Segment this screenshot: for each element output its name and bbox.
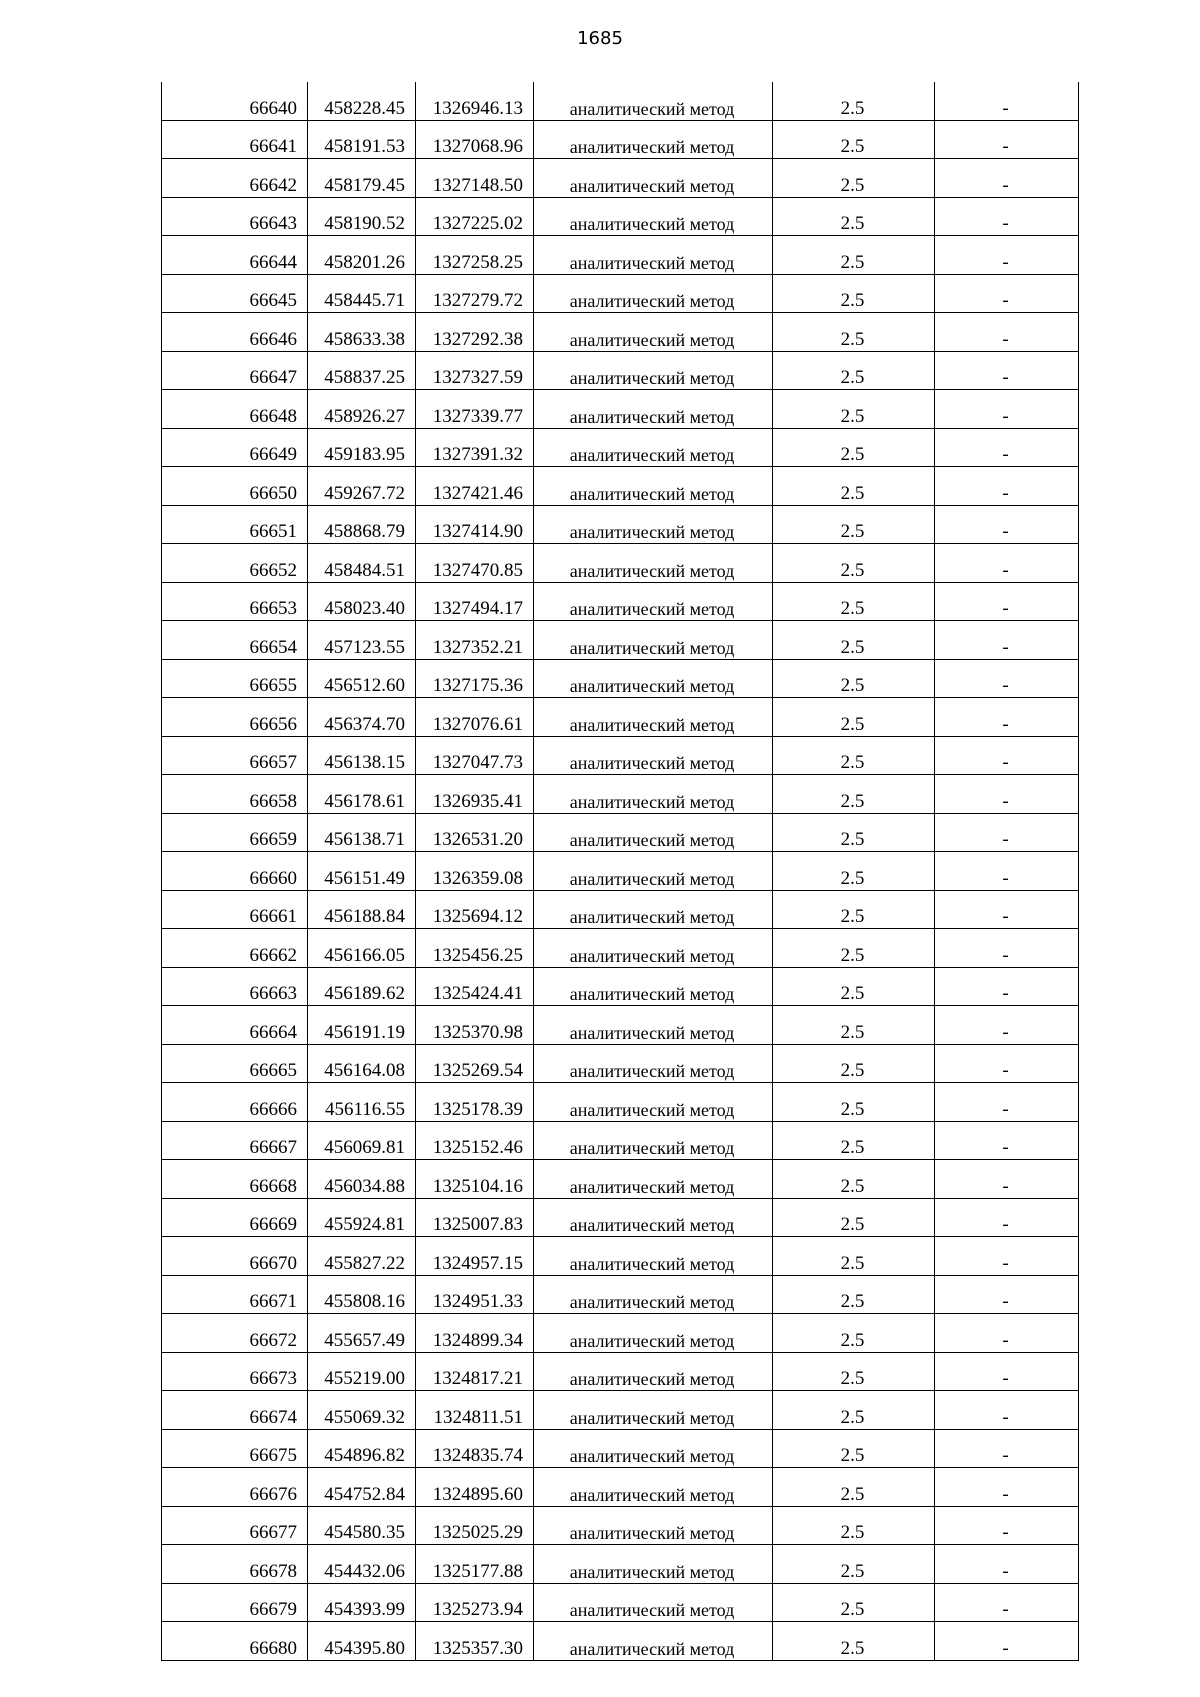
- method-cell: аналитический метод: [534, 236, 773, 275]
- method-cell: аналитический метод: [534, 1006, 773, 1045]
- point-number-cell: 66678: [162, 1545, 308, 1584]
- point-number-cell: 66660: [162, 852, 308, 891]
- method-cell: аналитический метод: [534, 1044, 773, 1083]
- table-row: [162, 159, 1079, 198]
- note-cell: -: [935, 390, 1079, 429]
- y-coordinate-cell: 1325273.94: [416, 1583, 534, 1622]
- accuracy-cell: 2.5: [773, 1583, 935, 1622]
- note-cell: -: [935, 1275, 1079, 1314]
- table-row: [162, 1583, 1079, 1622]
- accuracy-cell: 2.5: [773, 390, 935, 429]
- table-row: [162, 1160, 1079, 1199]
- accuracy-cell: 2.5: [773, 1121, 935, 1160]
- table-row: [162, 467, 1079, 506]
- y-coordinate-cell: 1325152.46: [416, 1121, 534, 1160]
- method-cell: аналитический метод: [534, 467, 773, 506]
- accuracy-cell: 2.5: [773, 1506, 935, 1545]
- x-coordinate-cell: 455924.81: [308, 1198, 416, 1237]
- note-cell: -: [935, 1083, 1079, 1122]
- method-cell: аналитический метод: [534, 1429, 773, 1468]
- point-number-cell: 66658: [162, 775, 308, 814]
- table-row: [162, 1545, 1079, 1584]
- method-cell: аналитический метод: [534, 390, 773, 429]
- point-number-cell: 66674: [162, 1391, 308, 1430]
- point-number-cell: 66672: [162, 1314, 308, 1353]
- point-number-cell: 66647: [162, 351, 308, 390]
- point-number-cell: 66667: [162, 1121, 308, 1160]
- point-number-cell: 66653: [162, 582, 308, 621]
- coordinates-table: [161, 82, 1079, 1661]
- accuracy-cell: 2.5: [773, 736, 935, 775]
- point-number-cell: 66671: [162, 1275, 308, 1314]
- x-coordinate-cell: 456151.49: [308, 852, 416, 891]
- y-coordinate-cell: 1325178.39: [416, 1083, 534, 1122]
- note-cell: -: [935, 197, 1079, 236]
- x-coordinate-cell: 454752.84: [308, 1468, 416, 1507]
- accuracy-cell: 2.5: [773, 929, 935, 968]
- accuracy-cell: 2.5: [773, 120, 935, 159]
- accuracy-cell: 2.5: [773, 1314, 935, 1353]
- method-cell: аналитический метод: [534, 544, 773, 583]
- point-number-cell: 66642: [162, 159, 308, 198]
- accuracy-cell: 2.5: [773, 1083, 935, 1122]
- y-coordinate-cell: 1325177.88: [416, 1545, 534, 1584]
- accuracy-cell: 2.5: [773, 813, 935, 852]
- table-row: [162, 1506, 1079, 1545]
- note-cell: -: [935, 967, 1079, 1006]
- x-coordinate-cell: 456034.88: [308, 1160, 416, 1199]
- coordinates-table-body: [162, 82, 1079, 1660]
- accuracy-cell: 2.5: [773, 544, 935, 583]
- y-coordinate-cell: 1325357.30: [416, 1622, 534, 1661]
- x-coordinate-cell: 458868.79: [308, 505, 416, 544]
- table-row: [162, 1083, 1079, 1122]
- y-coordinate-cell: 1327414.90: [416, 505, 534, 544]
- x-coordinate-cell: 455808.16: [308, 1275, 416, 1314]
- point-number-cell: 66669: [162, 1198, 308, 1237]
- table-row: [162, 852, 1079, 891]
- x-coordinate-cell: 456138.15: [308, 736, 416, 775]
- x-coordinate-cell: 459267.72: [308, 467, 416, 506]
- note-cell: -: [935, 1237, 1079, 1276]
- note-cell: -: [935, 621, 1079, 660]
- table-row: [162, 1622, 1079, 1661]
- method-cell: аналитический метод: [534, 1314, 773, 1353]
- note-cell: -: [935, 659, 1079, 698]
- y-coordinate-cell: 1325269.54: [416, 1044, 534, 1083]
- x-coordinate-cell: 457123.55: [308, 621, 416, 660]
- table-row: [162, 1352, 1079, 1391]
- note-cell: -: [935, 159, 1079, 198]
- point-number-cell: 66657: [162, 736, 308, 775]
- accuracy-cell: 2.5: [773, 1468, 935, 1507]
- point-number-cell: 66648: [162, 390, 308, 429]
- x-coordinate-cell: 456188.84: [308, 890, 416, 929]
- accuracy-cell: 2.5: [773, 1044, 935, 1083]
- y-coordinate-cell: 1325104.16: [416, 1160, 534, 1199]
- accuracy-cell: 2.5: [773, 1198, 935, 1237]
- note-cell: -: [935, 1429, 1079, 1468]
- method-cell: аналитический метод: [534, 1198, 773, 1237]
- point-number-cell: 66652: [162, 544, 308, 583]
- note-cell: -: [935, 1622, 1079, 1661]
- accuracy-cell: 2.5: [773, 659, 935, 698]
- y-coordinate-cell: 1326946.13: [416, 82, 534, 120]
- table-row: [162, 1468, 1079, 1507]
- point-number-cell: 66662: [162, 929, 308, 968]
- table-row: [162, 1121, 1079, 1160]
- table-row: [162, 1237, 1079, 1276]
- method-cell: аналитический метод: [534, 852, 773, 891]
- table-row: [162, 967, 1079, 1006]
- x-coordinate-cell: 458484.51: [308, 544, 416, 583]
- accuracy-cell: 2.5: [773, 82, 935, 120]
- table-row: [162, 544, 1079, 583]
- x-coordinate-cell: 456069.81: [308, 1121, 416, 1160]
- x-coordinate-cell: 454896.82: [308, 1429, 416, 1468]
- point-number-cell: 66640: [162, 82, 308, 120]
- y-coordinate-cell: 1324811.51: [416, 1391, 534, 1430]
- note-cell: -: [935, 775, 1079, 814]
- point-number-cell: 66676: [162, 1468, 308, 1507]
- x-coordinate-cell: 456116.55: [308, 1083, 416, 1122]
- y-coordinate-cell: 1327258.25: [416, 236, 534, 275]
- accuracy-cell: 2.5: [773, 621, 935, 660]
- x-coordinate-cell: 459183.95: [308, 428, 416, 467]
- accuracy-cell: 2.5: [773, 1622, 935, 1661]
- page-number: 1685: [577, 28, 623, 49]
- y-coordinate-cell: 1327279.72: [416, 274, 534, 313]
- y-coordinate-cell: 1325424.41: [416, 967, 534, 1006]
- table-row: [162, 236, 1079, 275]
- point-number-cell: 66656: [162, 698, 308, 737]
- note-cell: -: [935, 1545, 1079, 1584]
- point-number-cell: 66679: [162, 1583, 308, 1622]
- note-cell: -: [935, 505, 1079, 544]
- x-coordinate-cell: 455827.22: [308, 1237, 416, 1276]
- table-row: [162, 197, 1079, 236]
- note-cell: -: [935, 313, 1079, 352]
- method-cell: аналитический метод: [534, 1468, 773, 1507]
- point-number-cell: 66654: [162, 621, 308, 660]
- accuracy-cell: 2.5: [773, 428, 935, 467]
- accuracy-cell: 2.5: [773, 1006, 935, 1045]
- accuracy-cell: 2.5: [773, 582, 935, 621]
- note-cell: -: [935, 1468, 1079, 1507]
- x-coordinate-cell: 458837.25: [308, 351, 416, 390]
- note-cell: -: [935, 852, 1079, 891]
- y-coordinate-cell: 1327076.61: [416, 698, 534, 737]
- table-row: [162, 428, 1079, 467]
- x-coordinate-cell: 458228.45: [308, 82, 416, 120]
- accuracy-cell: 2.5: [773, 1545, 935, 1584]
- point-number-cell: 66668: [162, 1160, 308, 1199]
- method-cell: аналитический метод: [534, 775, 773, 814]
- accuracy-cell: 2.5: [773, 197, 935, 236]
- table-row: [162, 1429, 1079, 1468]
- table-row: [162, 1198, 1079, 1237]
- x-coordinate-cell: 458926.27: [308, 390, 416, 429]
- x-coordinate-cell: 454395.80: [308, 1622, 416, 1661]
- method-cell: аналитический метод: [534, 120, 773, 159]
- point-number-cell: 66680: [162, 1622, 308, 1661]
- y-coordinate-cell: 1327047.73: [416, 736, 534, 775]
- table-row: [162, 313, 1079, 352]
- method-cell: аналитический метод: [534, 698, 773, 737]
- table-row: [162, 1275, 1079, 1314]
- point-number-cell: 66651: [162, 505, 308, 544]
- note-cell: -: [935, 736, 1079, 775]
- method-cell: аналитический метод: [534, 659, 773, 698]
- y-coordinate-cell: 1327148.50: [416, 159, 534, 198]
- y-coordinate-cell: 1325694.12: [416, 890, 534, 929]
- note-cell: -: [935, 1391, 1079, 1430]
- table-row: [162, 813, 1079, 852]
- x-coordinate-cell: 458190.52: [308, 197, 416, 236]
- x-coordinate-cell: 456191.19: [308, 1006, 416, 1045]
- y-coordinate-cell: 1327391.32: [416, 428, 534, 467]
- x-coordinate-cell: 456138.71: [308, 813, 416, 852]
- x-coordinate-cell: 455069.32: [308, 1391, 416, 1430]
- note-cell: -: [935, 813, 1079, 852]
- point-number-cell: 66645: [162, 274, 308, 313]
- table-row: [162, 390, 1079, 429]
- note-cell: -: [935, 467, 1079, 506]
- method-cell: аналитический метод: [534, 813, 773, 852]
- y-coordinate-cell: 1325025.29: [416, 1506, 534, 1545]
- note-cell: -: [935, 698, 1079, 737]
- note-cell: -: [935, 582, 1079, 621]
- point-number-cell: 66670: [162, 1237, 308, 1276]
- table-row: [162, 274, 1079, 313]
- method-cell: аналитический метод: [534, 1160, 773, 1199]
- note-cell: -: [935, 929, 1079, 968]
- method-cell: аналитический метод: [534, 1237, 773, 1276]
- x-coordinate-cell: 455657.49: [308, 1314, 416, 1353]
- y-coordinate-cell: 1326359.08: [416, 852, 534, 891]
- point-number-cell: 66659: [162, 813, 308, 852]
- note-cell: -: [935, 351, 1079, 390]
- accuracy-cell: 2.5: [773, 1160, 935, 1199]
- note-cell: -: [935, 428, 1079, 467]
- method-cell: аналитический метод: [534, 582, 773, 621]
- note-cell: -: [935, 120, 1079, 159]
- y-coordinate-cell: 1327352.21: [416, 621, 534, 660]
- table-row: [162, 1391, 1079, 1430]
- y-coordinate-cell: 1326935.41: [416, 775, 534, 814]
- method-cell: аналитический метод: [534, 197, 773, 236]
- method-cell: аналитический метод: [534, 736, 773, 775]
- accuracy-cell: 2.5: [773, 351, 935, 390]
- x-coordinate-cell: 456164.08: [308, 1044, 416, 1083]
- point-number-cell: 66646: [162, 313, 308, 352]
- x-coordinate-cell: 456189.62: [308, 967, 416, 1006]
- table-row: [162, 120, 1079, 159]
- y-coordinate-cell: 1324951.33: [416, 1275, 534, 1314]
- y-coordinate-cell: 1324957.15: [416, 1237, 534, 1276]
- accuracy-cell: 2.5: [773, 1391, 935, 1430]
- accuracy-cell: 2.5: [773, 313, 935, 352]
- method-cell: аналитический метод: [534, 1622, 773, 1661]
- accuracy-cell: 2.5: [773, 467, 935, 506]
- note-cell: -: [935, 544, 1079, 583]
- x-coordinate-cell: 458023.40: [308, 582, 416, 621]
- note-cell: -: [935, 1198, 1079, 1237]
- note-cell: -: [935, 236, 1079, 275]
- point-number-cell: 66649: [162, 428, 308, 467]
- y-coordinate-cell: 1325007.83: [416, 1198, 534, 1237]
- table-row: [162, 351, 1079, 390]
- table-row: [162, 659, 1079, 698]
- method-cell: аналитический метод: [534, 274, 773, 313]
- note-cell: -: [935, 1506, 1079, 1545]
- accuracy-cell: 2.5: [773, 852, 935, 891]
- accuracy-cell: 2.5: [773, 505, 935, 544]
- accuracy-cell: 2.5: [773, 890, 935, 929]
- x-coordinate-cell: 454393.99: [308, 1583, 416, 1622]
- point-number-cell: 66675: [162, 1429, 308, 1468]
- table-row: [162, 82, 1079, 120]
- accuracy-cell: 2.5: [773, 1237, 935, 1276]
- table-row: [162, 890, 1079, 929]
- point-number-cell: 66661: [162, 890, 308, 929]
- x-coordinate-cell: 458191.53: [308, 120, 416, 159]
- method-cell: аналитический метод: [534, 505, 773, 544]
- note-cell: -: [935, 1352, 1079, 1391]
- x-coordinate-cell: 456374.70: [308, 698, 416, 737]
- note-cell: -: [935, 1121, 1079, 1160]
- y-coordinate-cell: 1324899.34: [416, 1314, 534, 1353]
- y-coordinate-cell: 1324835.74: [416, 1429, 534, 1468]
- method-cell: аналитический метод: [534, 1275, 773, 1314]
- x-coordinate-cell: 458633.38: [308, 313, 416, 352]
- table-row: [162, 621, 1079, 660]
- note-cell: -: [935, 1314, 1079, 1353]
- method-cell: аналитический метод: [534, 621, 773, 660]
- table-row: [162, 736, 1079, 775]
- y-coordinate-cell: 1324895.60: [416, 1468, 534, 1507]
- method-cell: аналитический метод: [534, 890, 773, 929]
- x-coordinate-cell: 458445.71: [308, 274, 416, 313]
- note-cell: -: [935, 1006, 1079, 1045]
- method-cell: аналитический метод: [534, 1545, 773, 1584]
- table-row: [162, 582, 1079, 621]
- table-row: [162, 1314, 1079, 1353]
- method-cell: аналитический метод: [534, 1083, 773, 1122]
- y-coordinate-cell: 1327225.02: [416, 197, 534, 236]
- table-row: [162, 1044, 1079, 1083]
- note-cell: -: [935, 1583, 1079, 1622]
- y-coordinate-cell: 1325370.98: [416, 1006, 534, 1045]
- x-coordinate-cell: 454432.06: [308, 1545, 416, 1584]
- method-cell: аналитический метод: [534, 313, 773, 352]
- method-cell: аналитический метод: [534, 82, 773, 120]
- x-coordinate-cell: 458201.26: [308, 236, 416, 275]
- method-cell: аналитический метод: [534, 967, 773, 1006]
- note-cell: -: [935, 274, 1079, 313]
- x-coordinate-cell: 456178.61: [308, 775, 416, 814]
- point-number-cell: 66673: [162, 1352, 308, 1391]
- point-number-cell: 66666: [162, 1083, 308, 1122]
- y-coordinate-cell: 1326531.20: [416, 813, 534, 852]
- accuracy-cell: 2.5: [773, 236, 935, 275]
- note-cell: -: [935, 1160, 1079, 1199]
- x-coordinate-cell: 458179.45: [308, 159, 416, 198]
- point-number-cell: 66677: [162, 1506, 308, 1545]
- method-cell: аналитический метод: [534, 1583, 773, 1622]
- point-number-cell: 66644: [162, 236, 308, 275]
- table-row: [162, 698, 1079, 737]
- point-number-cell: 66641: [162, 120, 308, 159]
- accuracy-cell: 2.5: [773, 274, 935, 313]
- y-coordinate-cell: 1324817.21: [416, 1352, 534, 1391]
- method-cell: аналитический метод: [534, 1352, 773, 1391]
- method-cell: аналитический метод: [534, 929, 773, 968]
- table-row: [162, 1006, 1079, 1045]
- y-coordinate-cell: 1327292.38: [416, 313, 534, 352]
- x-coordinate-cell: 456512.60: [308, 659, 416, 698]
- y-coordinate-cell: 1327068.96: [416, 120, 534, 159]
- y-coordinate-cell: 1327494.17: [416, 582, 534, 621]
- table-row: [162, 775, 1079, 814]
- y-coordinate-cell: 1327327.59: [416, 351, 534, 390]
- point-number-cell: 66664: [162, 1006, 308, 1045]
- point-number-cell: 66655: [162, 659, 308, 698]
- accuracy-cell: 2.5: [773, 159, 935, 198]
- method-cell: аналитический метод: [534, 159, 773, 198]
- note-cell: -: [935, 890, 1079, 929]
- point-number-cell: 66650: [162, 467, 308, 506]
- note-cell: -: [935, 1044, 1079, 1083]
- method-cell: аналитический метод: [534, 1121, 773, 1160]
- y-coordinate-cell: 1327421.46: [416, 467, 534, 506]
- accuracy-cell: 2.5: [773, 698, 935, 737]
- point-number-cell: 66665: [162, 1044, 308, 1083]
- y-coordinate-cell: 1327339.77: [416, 390, 534, 429]
- accuracy-cell: 2.5: [773, 1429, 935, 1468]
- accuracy-cell: 2.5: [773, 1352, 935, 1391]
- accuracy-cell: 2.5: [773, 775, 935, 814]
- y-coordinate-cell: 1327470.85: [416, 544, 534, 583]
- method-cell: аналитический метод: [534, 428, 773, 467]
- accuracy-cell: 2.5: [773, 967, 935, 1006]
- note-cell: -: [935, 82, 1079, 120]
- point-number-cell: 66663: [162, 967, 308, 1006]
- x-coordinate-cell: 454580.35: [308, 1506, 416, 1545]
- method-cell: аналитический метод: [534, 351, 773, 390]
- x-coordinate-cell: 456166.05: [308, 929, 416, 968]
- accuracy-cell: 2.5: [773, 1275, 935, 1314]
- y-coordinate-cell: 1327175.36: [416, 659, 534, 698]
- point-number-cell: 66643: [162, 197, 308, 236]
- x-coordinate-cell: 455219.00: [308, 1352, 416, 1391]
- table-row: [162, 929, 1079, 968]
- table-row: [162, 505, 1079, 544]
- y-coordinate-cell: 1325456.25: [416, 929, 534, 968]
- method-cell: аналитический метод: [534, 1391, 773, 1430]
- method-cell: аналитический метод: [534, 1506, 773, 1545]
